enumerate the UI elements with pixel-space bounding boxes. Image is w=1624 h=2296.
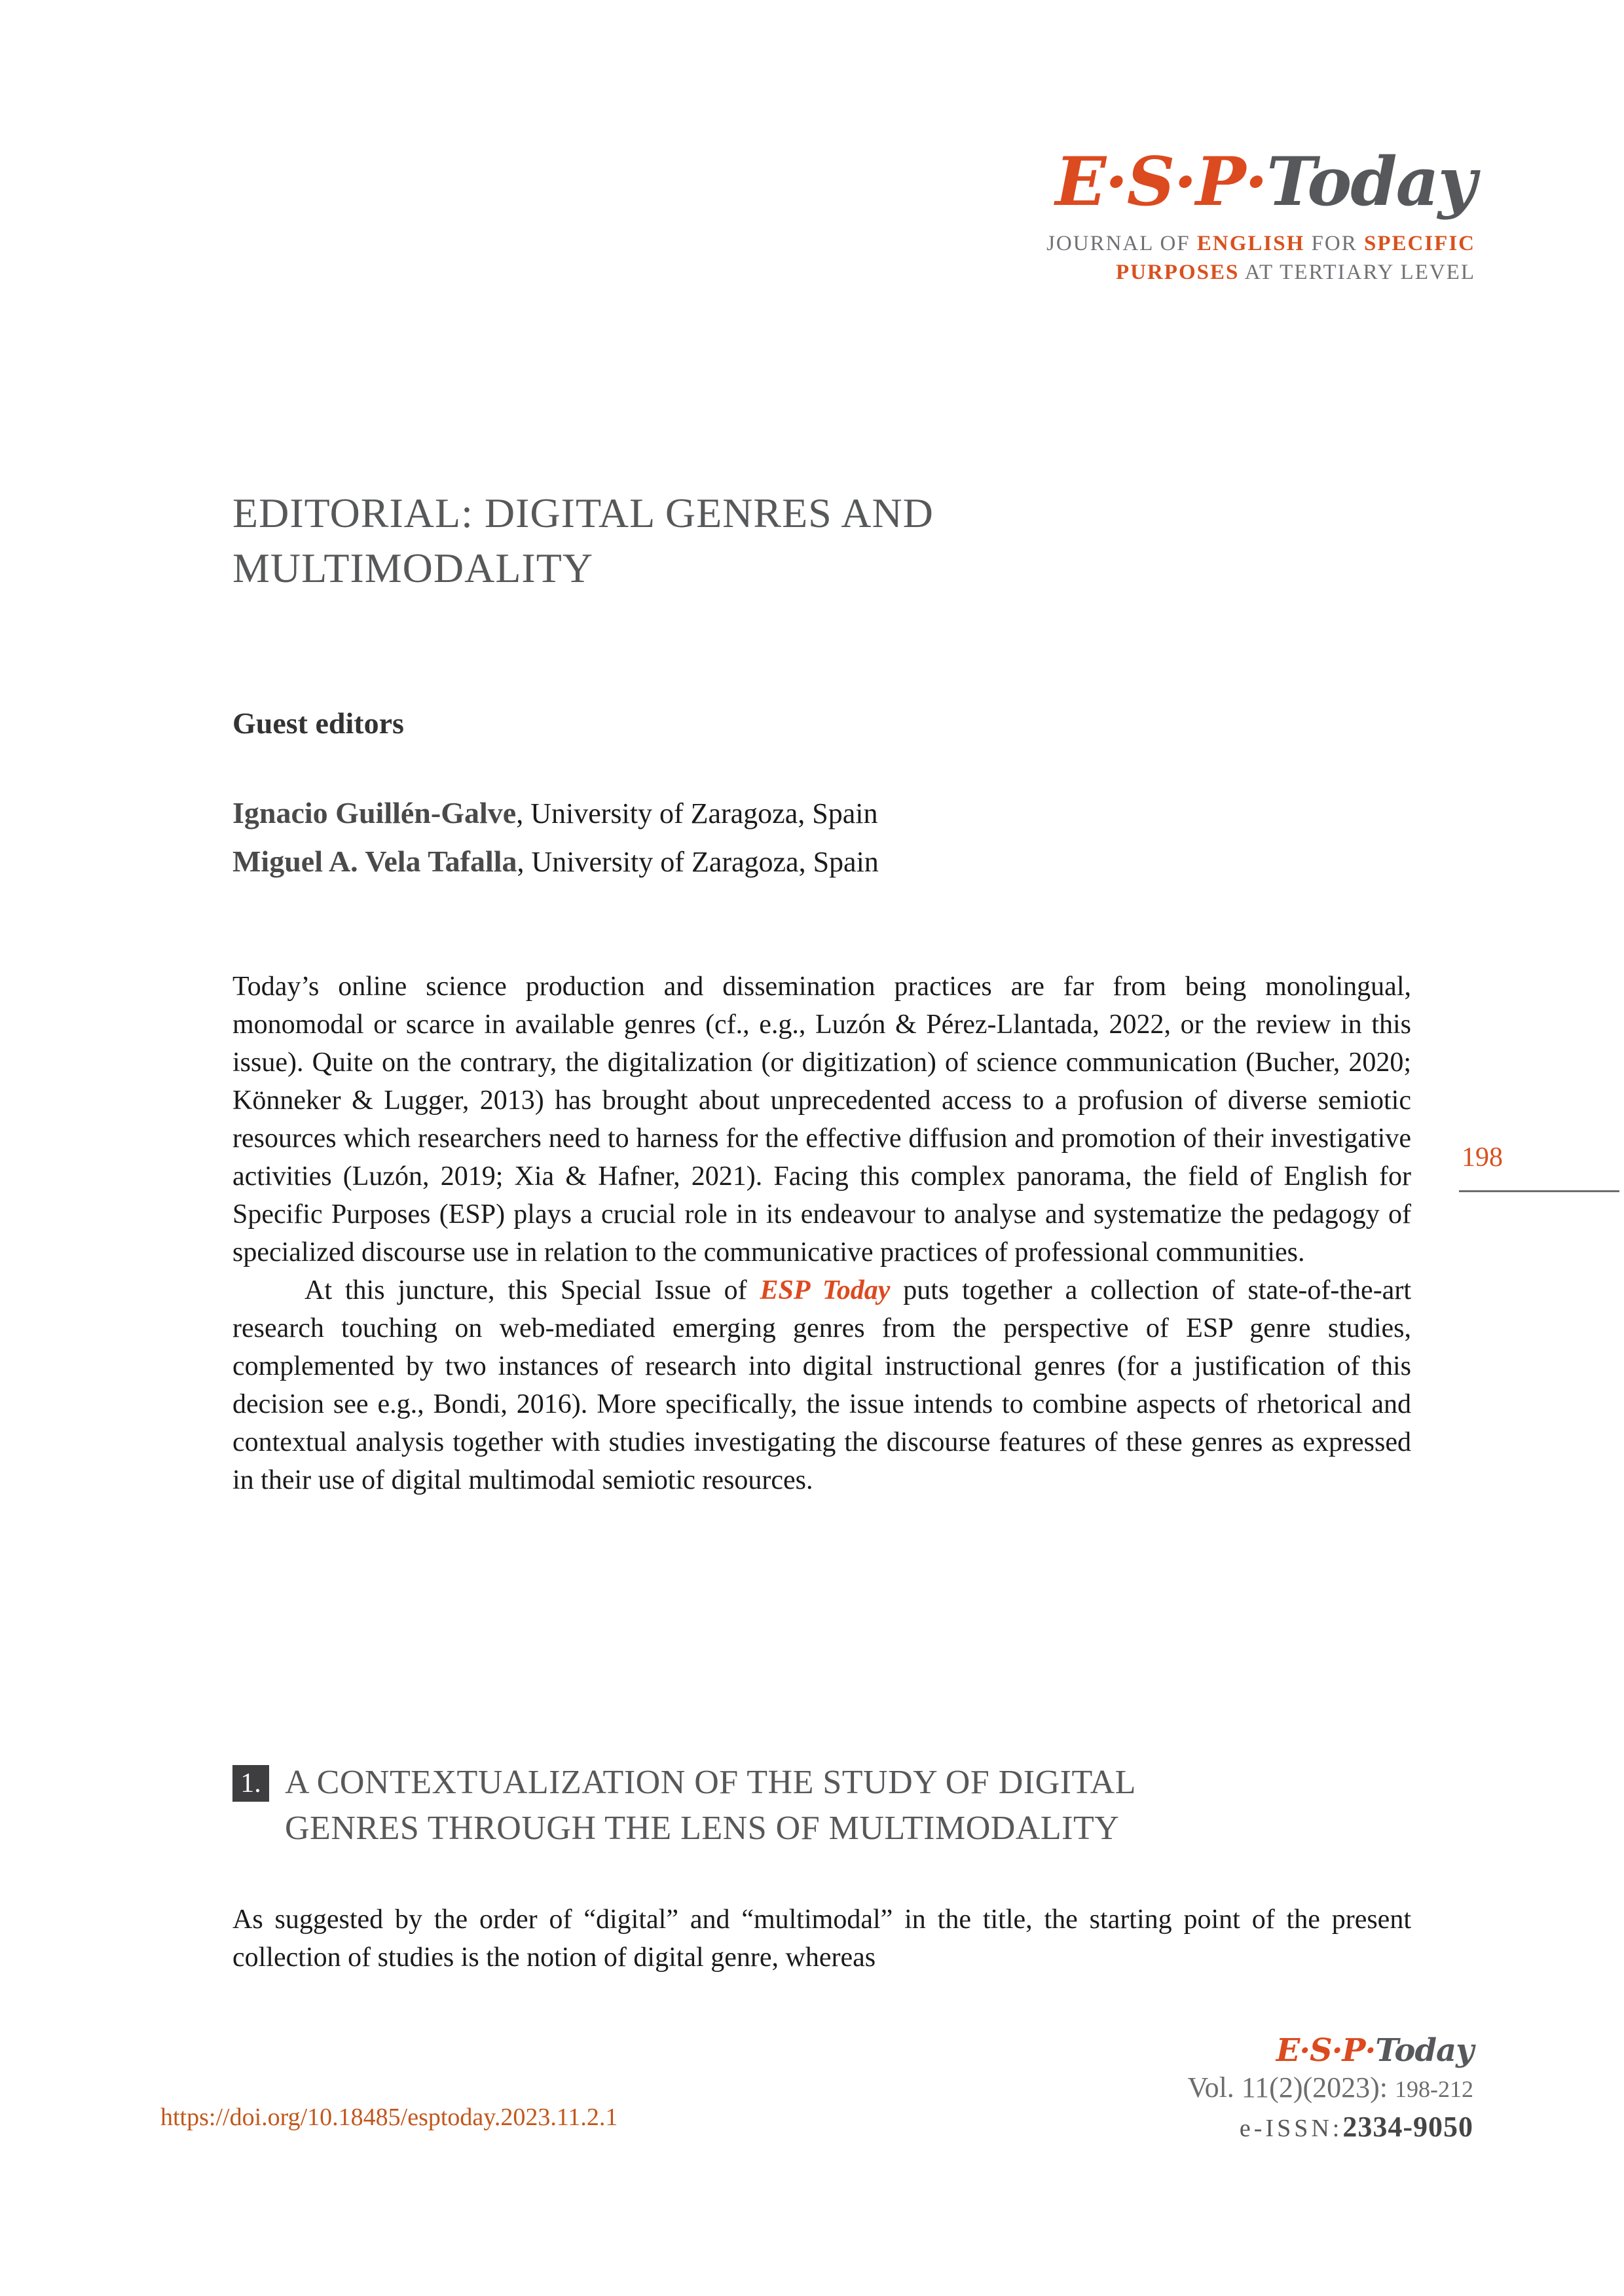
editors-list: [232, 789, 879, 886]
paragraph-2: [232, 1271, 1411, 1499]
footer-issn-number: 2334-9050: [1342, 2111, 1473, 2143]
footer-pages: 198-212: [1395, 2076, 1473, 2102]
tagline-for: FOR: [1304, 232, 1364, 256]
guest-editors-heading: Guest editors: [232, 706, 404, 740]
section-number-box: 1.: [232, 1765, 269, 1802]
journal-tagline-line2: [1030, 258, 1475, 287]
logo-today-text: Today: [1266, 143, 1475, 221]
esp-today-inline: ESP Today: [760, 1275, 891, 1305]
tagline-english: ENGLISH: [1196, 232, 1305, 256]
footer-logo-esp-text: E·S·P·: [1276, 2032, 1376, 2069]
editor-name: Ignacio Guillén-Galve: [232, 796, 517, 829]
page-number-rule: [1459, 1190, 1619, 1192]
tagline-purposes: PURPOSES: [1115, 261, 1240, 285]
paragraph-2-after: puts together a collection of state-of-the-art research touching on web-mediated emerging genres from the perspective of ESP genre studies, complemented by two instances of research into digital instructional genres (for a justification of this decision see e.g., Bondi, 2016). More specifically, the issue intends to combine aspects of rhetorical and contextual analysis together with studies investigating the discourse features of these genres as expressed in their use of digital multimodal semiotic resources.: [232, 1275, 1411, 1495]
tagline-journal-of: JOURNAL OF: [1046, 232, 1197, 256]
editor-affiliation: , University of Zaragoza, Spain: [516, 797, 878, 829]
body-text-block: [232, 968, 1411, 1499]
footer-issn-label: e-ISSN:: [1239, 2115, 1343, 2142]
footer-issn-line: [1187, 2109, 1473, 2147]
paragraph-3: As suggested by the order of “digital” and “multimodal” in the title, the starting point of the present collection of studies is the notion of digital genre, whereas: [232, 1904, 1411, 1973]
footer-logo-today-text: Today: [1375, 2032, 1473, 2069]
footer-journal-info: [1187, 2033, 1473, 2147]
paragraph-1: Today’s online science production and dissemination practices are far from being monolingual, monomodal or scarce in available genres (cf., e.g., Luzón & Pérez-Llantada, 2022, or the review in this issue). Quite on the contrary, the digitalization (or digitization) of science communication (Bucher, 2020; Könneker & Lugger, 2013) has brought about unprecedented access to a profusion of diverse semiotic resources which researchers need to harness for the effective diffusion and promotion of their investigative activities (Luzón, 2019; Xia & Hafner, 2021). Facing this complex panorama, the field of English for Specific Purposes (ESP) plays a crucial role in its endeavour to analyse and systematize the pedagogy of specialized discourse use in relation to the communicative practices of professional communities.: [232, 972, 1411, 1267]
doi-link[interactable]: https://doi.org/10.18485/esptoday.2023.11.2.1: [160, 2104, 618, 2131]
body-text-block-2: [232, 1901, 1411, 1977]
logo-esp-text: E·S·P·: [1055, 143, 1267, 221]
paragraph-2-before: At this juncture, this Special Issue of: [304, 1275, 760, 1305]
section-title-line1: A CONTEXTUALIZATION OF THE STUDY OF DIGITAL: [285, 1764, 1136, 1801]
section-1-heading: [232, 1760, 1136, 1851]
footer-journal-logo: [1187, 2033, 1473, 2068]
section-title: [285, 1760, 1136, 1851]
journal-logo: [1030, 143, 1475, 287]
footer-volume-line: [1187, 2068, 1473, 2109]
footer-volume: Vol. 11(2)(2023):: [1187, 2071, 1395, 2104]
page-number: 198: [1462, 1142, 1503, 1173]
article-title-line1: EDITORIAL: DIGITAL GENRES AND: [232, 490, 934, 536]
journal-logo-wordmark: [1030, 143, 1475, 221]
editor-row: [232, 789, 879, 837]
journal-tagline-line1: [1030, 229, 1475, 258]
editor-row: [232, 837, 879, 886]
tagline-specific: SPECIFIC: [1363, 232, 1475, 256]
section-title-line2: GENRES THROUGH THE LENS OF MULTIMODALITY: [285, 1810, 1120, 1847]
editor-name: Miguel A. Vela Tafalla: [232, 845, 517, 878]
tagline-at-tertiary: AT TERTIARY LEVEL: [1239, 261, 1475, 285]
article-title-line2: MULTIMODALITY: [232, 545, 594, 591]
article-title: [232, 486, 1346, 596]
editor-affiliation: , University of Zaragoza, Spain: [517, 846, 879, 878]
